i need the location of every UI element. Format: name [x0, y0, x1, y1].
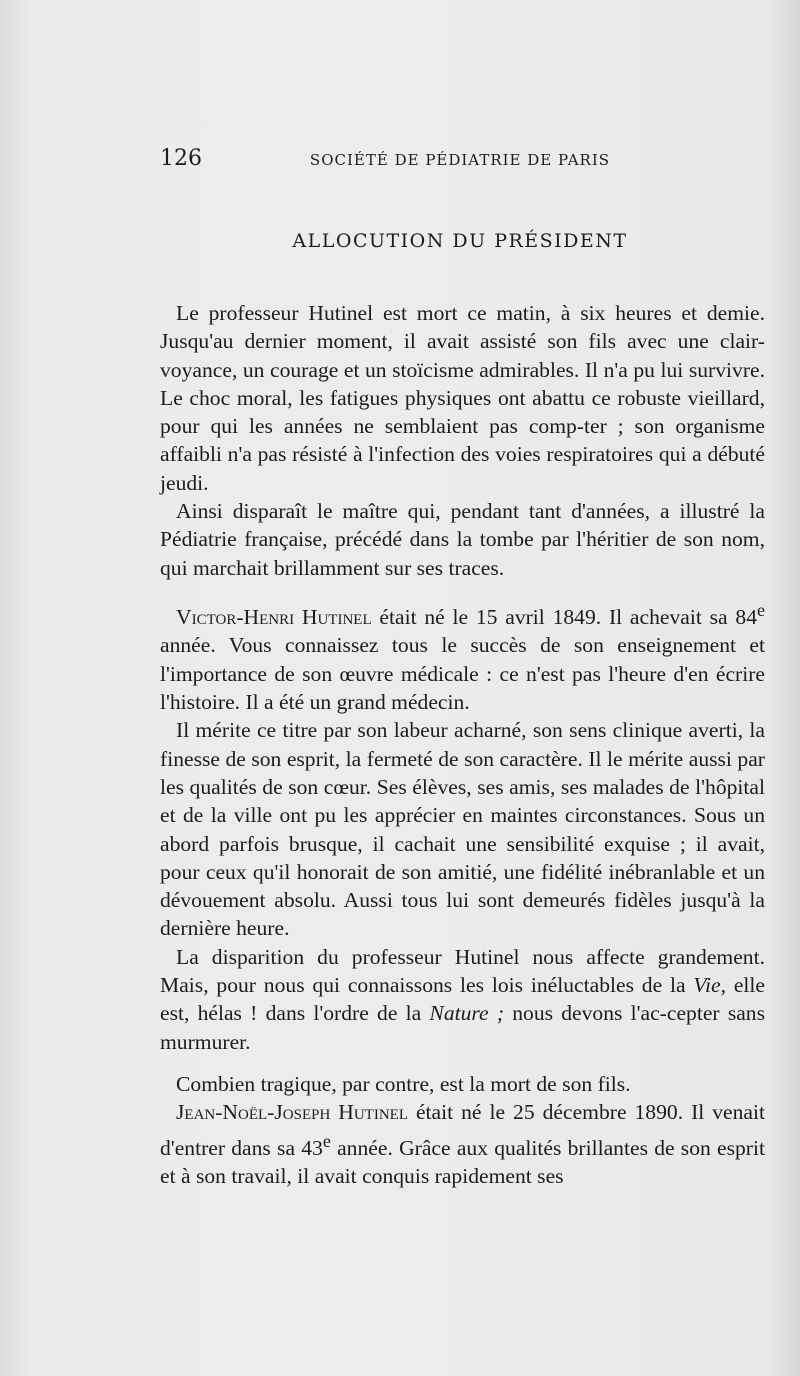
- ordinal-suffix: e: [322, 1130, 331, 1151]
- paragraph-1: Le professeur Hutinel est mort ce matin, à six heures et demie. Jusqu'au dernier moment, il avait assisté son fils avec une clair-voyance, un courage et un stoïcisme admirables. Il n'a pu lui survivre. Le choc moral, les fatigues physiques ont abattu ce robuste vieillard, pour qui les années ne semblaient pas comp-ter ; son organisme affaibli n'a pas résisté à l'infection des voies respiratoires qui a débuté jeudi.: [160, 301, 765, 495]
- italic-word: Vie,: [693, 973, 726, 998]
- person-name: Jean-Noël-Joseph Hutinel: [176, 1100, 408, 1125]
- text-block-1: [160, 299, 765, 582]
- paragraph-4: Il mérite ce titre par son labeur acharné, son sens clinique averti, la finesse de son esprit, la fermeté de son caractère. Il le mérite aussi par les qualités de son cœur. Ses élèves, ses amis, ses malades de l'hôpital et de la ville ont pu les apprécier en maintes circonstances. Sous un abord parfois brusque, il cachait une sensibilité exquise ; il avait, pour ceux qu'il honorait de son amitié, une fidélité inébranlable et un dévouement absolu. Aussi tous lui sont demeurés fidèles jusqu'à la dernière heure.: [160, 718, 765, 941]
- person-name: Victor-Henri Hutinel: [176, 605, 372, 630]
- text-block-3: [160, 1070, 765, 1190]
- paragraph-3: Victor-Henri Hutinel était né le 15 avril 1849. Il achevait sa 84e année. Vous connaissez tous le succès de son enseignement et l'importance de son œuvre médicale : ce n'est pas l'heure d'en écrire l'histoire. Il a été un grand médecin.: [160, 600, 765, 715]
- paragraph-7: Jean-Noël-Joseph Hutinel était né le 25 décembre 1890. Il venait d'entrer dans sa 43e année. Grâce aux qualités brillantes de son esprit et à son travail, il avait conquis rapidement ses: [160, 1100, 765, 1189]
- ordinal-suffix: e: [757, 600, 765, 620]
- paragraph-2: Ainsi disparaît le maître qui, pendant tant d'années, a illustré la Pédiatrie française, précédé dans la tombe par l'héritier de son nom, qui marchait brillamment sur ses traces.: [160, 499, 765, 580]
- running-head: SOCIÉTÉ DE PÉDIATRIE DE PARIS: [309, 151, 611, 169]
- text-block-2: [160, 596, 765, 1056]
- section-title: ALLOCUTION DU PRÉSIDENT: [292, 230, 628, 252]
- italic-word: Nature ;: [429, 1001, 505, 1026]
- page-header: [160, 146, 760, 176]
- page-number: 126: [160, 146, 202, 171]
- paragraph-5: La disparition du professeur Hutinel nous affecte grandement. Mais, pour nous qui connaissons les lois inéluctables de la Vie, elle est, hélas ! dans l'ordre de la Nature ; nous devons l'ac-cepter sans murmurer.: [160, 944, 766, 1054]
- paragraph-6: Combien tragique, par contre, est la mort de son fils.: [176, 1072, 631, 1096]
